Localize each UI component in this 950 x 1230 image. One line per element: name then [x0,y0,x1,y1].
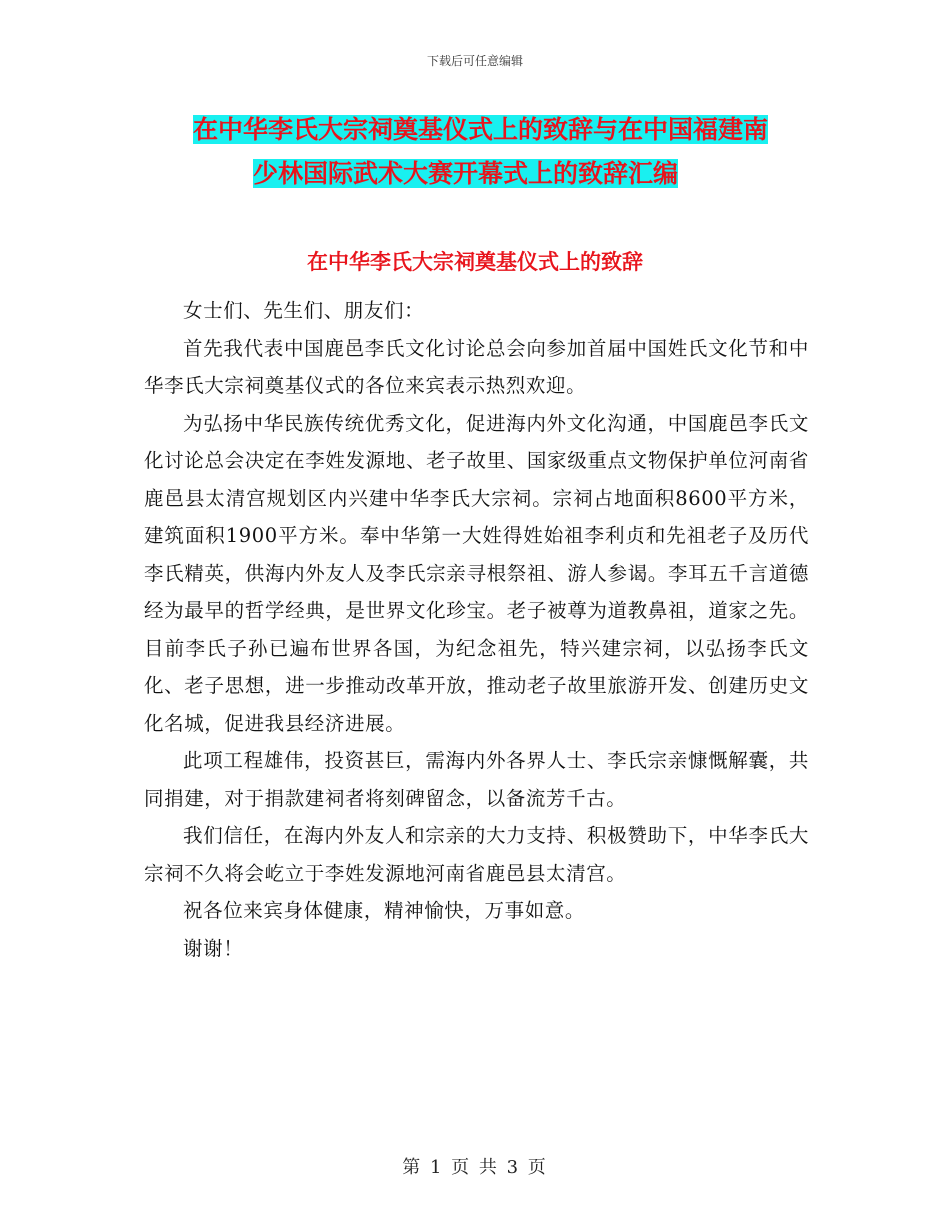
thanks-paragraph: 谢谢！ [183,936,244,960]
section-title: 在中华李氏大宗祠奠基仪式上的致辞 [307,250,643,274]
title-highlight-2: 少林国际武术大赛开幕式上的致辞汇编 [253,159,679,188]
page-header-note: 下载后可任意编辑 [426,54,523,68]
donation-paragraph: 此项工程雄伟，投资甚巨，需海内外各界人士、李氏宗亲慷慨解囊，共同捐建，对于捐款建祠者将刻碑留念，以备流芳千古。 [144,749,809,810]
welcome-paragraph: 首先我代表中国鹿邑李氏文化讨论总会向参加首届中国姓氏文化节和中华李氏大宗祠奠基仪式的各位来宾表示热烈欢迎。 [144,336,809,397]
document-title-line-2 [145,152,815,196]
title-highlight-1: 在中华李氏大宗祠奠基仪式上的致辞与在中国福建南 [193,115,769,144]
salutation-paragraph: 女士们、先生们、朋友们： [183,299,425,322]
document-body [144,292,809,967]
wishes-paragraph: 祝各位来宾身体健康，精神愉快，万事如意。 [183,899,586,922]
document-title [145,108,815,196]
background-paragraph: 为弘扬中华民族传统优秀文化，促进海内外文化沟通，中国鹿邑李氏文化讨论总会决定在李姓发源地、老子故里、国家级重点文物保护单位河南省鹿邑县太清宫规划区内兴建中华李氏大宗祠。宗祠占地面积8600平方米，建筑面积1900平方米。奉中华第一大姓得姓始祖李利贞和先祖老子及历代李氏精英，供海内外友人及李氏宗亲寻根祭祖、游人参谒。李耳五千言道德经为最早的哲学经典，是世界文化珍宝。老子被尊为道教鼻祖，道家之先。目前李氏子孙已遍布世界各国，为纪念祖先，特兴建宗祠，以弘扬李氏文化、老子思想，进一步推动改革开放，推动老子故里旅游开发、创建历史文化名城，促进我县经济进展。 [144,411,809,735]
page-number-footer: 第 1 页 共 3 页 [402,1157,548,1178]
document-title-line-1 [145,108,815,152]
confidence-paragraph: 我们信任，在海内外友人和宗亲的大力支持、积极赞助下，中华李氏大宗祠不久将会屹立于李姓发源地河南省鹿邑县太清宫。 [144,824,809,885]
